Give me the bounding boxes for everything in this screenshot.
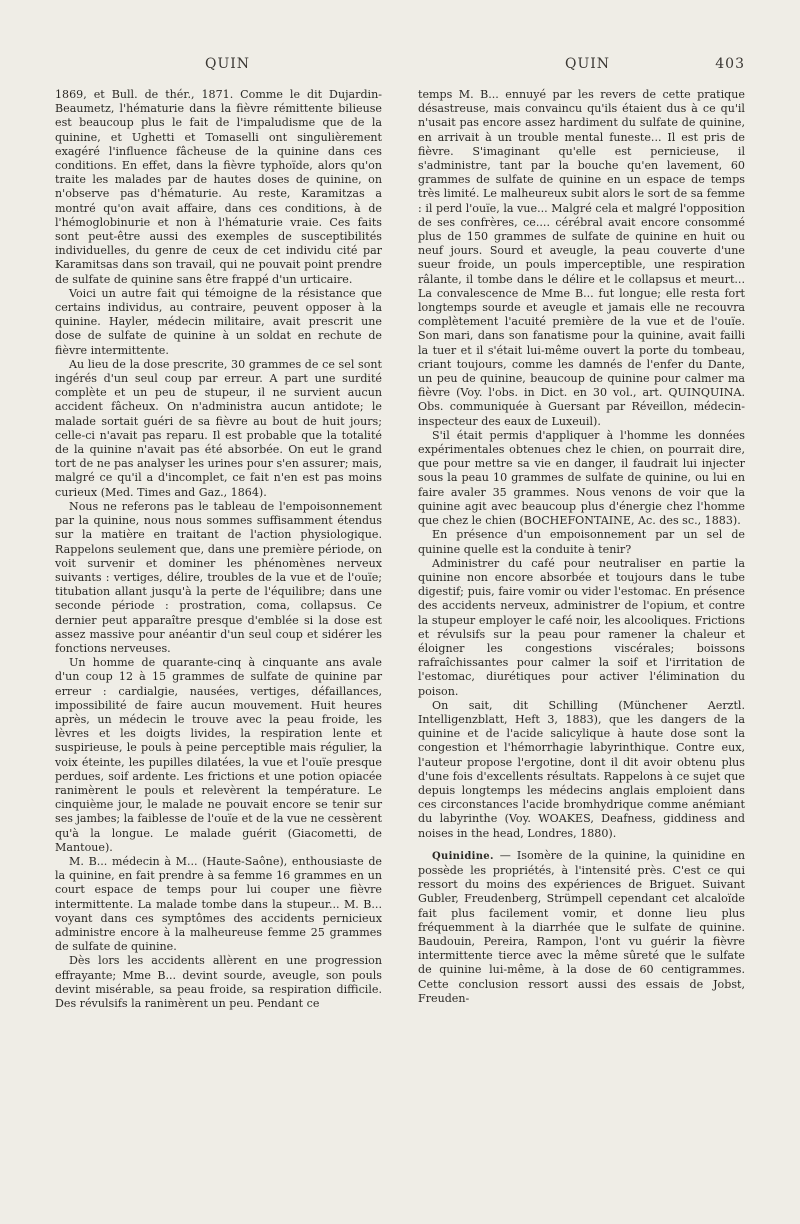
right-running-title: QUIN <box>565 56 611 72</box>
paragraph: 1869, et Bull. de thér., 1871. Comme le dit Dujardin-Beaumetz, l'hématurie dans la fièvre rémittente bilieuse est beaucoup plus le fait de l'impaludisme que de la quinine, et Ughetti et Tomaselli ont singulièrement exagéré l'influence fâcheuse de la quinine dans ces conditions. En effet, dans la fièvre typhoïde, alors qu'on traite les malades par de hautes doses de quinine, on n'observe pas d'hématurie. Au reste, Karamitzas a montré qu'on avait affaire, dans ces conditions, à de l'hémoglobinurie et non à l'hématurie vraie. Ces faits sont peut-être aussi des exemples de susceptibilités individuelles, du genre de ceux de cet individu cité par Karamitsas dans son travail, qui ne pouvait point prendre de sulfate de quinine sans être frappé d'un urticaire. <box>55 88 382 286</box>
entry-headword: Quinidine. <box>432 850 494 862</box>
left-column <box>55 88 382 1011</box>
page-number: 403 <box>715 56 745 72</box>
paragraph: En présence d'un empoisonnement par un sel de quinine quelle est la conduite à tenir? <box>418 528 745 556</box>
dictionary-entry <box>418 849 745 1006</box>
paragraph: Administrer du café pour neutraliser en partie la quinine non encore absorbée et toujours dans le tube digestif; puis, faire vomir ou vider l'estomac. En présence des accidents nerveux, administrer de l'opium, et contre la stupeur employer le café noir, les alcooliques. Frictions et révulsifs sur la peau pour ramener la chaleur et éloigner les congestions viscérales; boissons rafraîchissantes pour calmer la soif et l'irritation de l'estomac, diurétiques pour activer l'élimination du poison. <box>418 556 745 698</box>
paragraph: S'il était permis d'appliquer à l'homme les données expérimentales obtenues chez le chien, on pourrait dire, que pour mettre sa vie en danger, il faudrait lui injecter sous la peau 10 grammes de sulfate de quinine, ou lui en faire avaler 35 grammes. Nous venons de voir que la quinine agit avec beaucoup plus d'énergie chez l'homme que chez le chien (BOCHEFONTAINE, Ac. des sc., 1883). <box>418 428 745 528</box>
entry-text: — Isomère de la quinine, la quinidine en possède les propriétés, à l'intensité près. C'est ce qui ressort du moins des expériences de Briguet. Suivant Gubler, Freudenberg, Strümpell cependant cet alcaloïde fait plus facilement vomir, et donne lieu plus fréquemment à la diarrhée que le sulfate de quinine. Baudouin, Pereira, Rampon, l'ont vu guérir la fièvre intermittente tierce avec la même sûreté que le sulfate de quinine lui-même, à la dose de 60 centigrammes. Cette conclusion ressort aussi des essais de Jobst, Freuden- <box>418 848 745 1005</box>
paragraph: Dès lors les accidents allèrent en une progression effrayante; Mme B... devint sourde, aveugle, son pouls devint misérable, sa peau froide, sa respiration difficile. Des révulsifs la ranimèrent un peu. Pendant ce <box>55 954 382 1010</box>
running-header <box>55 56 745 76</box>
paragraph: M. B... médecin à M... (Haute-Saône), enthousiaste de la quinine, en fait prendre à sa femme 16 grammes en un court espace de temps pour lui couper une fièvre intermittente. La malade tombe dans la stupeur... M. B... voyant dans ces symptômes des accidents pernicieux administre encore à la malheureuse femme 25 grammes de sulfate de quinine. <box>55 854 382 954</box>
paragraph: Voici un autre fait qui témoigne de la résistance que certains individus, au contraire, peuvent opposer à la quinine. Hayler, médecin militaire, avait prescrit une dose de sulfate de quinine à un soldat en rechute de fièvre intermittente. <box>55 286 382 357</box>
left-running-title: QUIN <box>205 56 251 72</box>
paragraph: temps M. B... ennuyé par les revers de cette pratique désastreuse, mais convaincu qu'ils étaient dus à ce qu'il n'usait pas encore assez hardiment du sulfate de quinine, en arrivait à un trouble mental funeste... Il est pris de fièvre. S'imaginant qu'elle est pernicieuse, il s'administre, tant par la bouche qu'en lavement, 60 grammes de sulfate de quinine en un espace de temps très limité. Le malheureux subit alors le sort de sa femme : il perd l'ouïe, la vue... Malgré cela et malgré l'opposition de ses confrères, ce.... cérébral avait encore consommé plus de 150 grammes de sulfate de quinine en huit ou neuf jours. Sourd et aveugle, la peau couverte d'une sueur froide, un pouls imperceptible, une respiration râlante, il tombe dans le délire et le collapsus et meurt... La convalescence de Mme B... fut longue; elle resta fort longtemps sourde et aveugle et jamais elle ne recouvra complètement l'acuité première de la vue et de l'ouïe. Son mari, dans son fanatisme pour la quinine, avait failli la tuer et il s'était lui-même ouvert la porte du tombeau, criant toujours, comme les damnés de l'enfer du Dante, un peu de quinine, beaucoup de quinine pour calmer ma fièvre (Voy. l'obs. in Dict. en 30 vol., art. QUINQUINA. Obs. communiquée à Guersant par Réveillon, médecin-inspecteur des eaux de Luxeuil). <box>418 88 745 428</box>
right-column <box>418 88 745 1011</box>
paragraph: Au lieu de la dose prescrite, 30 grammes de ce sel sont ingérés d'un seul coup par erreur. A part une surdité complète et un peu de stupeur, il ne survient aucun accident fâcheux. On n'administra aucun antidote; le malade sortait guéri de sa fièvre au bout de huit jours; celle-ci n'avait pas reparu. Il est probable que la totalité de la quinine n'avait pas été absorbée. On eut le grand tort de ne pas analyser les urines pour s'en assurer; mais, malgré ce qu'il a d'incomplet, ce fait n'en est pas moins curieux (Med. Times and Gaz., 1864). <box>55 357 382 499</box>
paragraph: Nous ne referons pas le tableau de l'empoisonnement par la quinine, nous nous sommes suffisamment étendus sur la matière en traitant de l'action physiologique. Rappelons seulement que, dans une première période, on voit survenir et dominer les phénomènes nerveux suivants : vertiges, délire, troubles de la vue et de l'ouïe; titubation allant jusqu'à la perte de l'équilibre; dans une seconde période : prostration, coma, collapsus. Ce dernier peut apparaître presque d'emblée si la dose est assez massive pour anéantir d'un seul coup et sidérer les fonctions nerveuses. <box>55 499 382 655</box>
paragraph: Un homme de quarante-cinq à cinquante ans avale d'un coup 12 à 15 grammes de sulfate de quinine par erreur : cardialgie, nausées, vertiges, défaillances, impossibilité de faire aucun mouvement. Huit heures après, un médecin le trouve avec la peau froide, les lèvres et les doigts livides, la respiration lente et suspirieuse, le pouls à peine perceptible mais régulier, la voix éteinte, les pupilles dilatées, la vue et l'ouïe presque perdues, soif ardente. Les frictions et une potion opiacée ranimèrent le pouls et relevèrent la température. Le cinquième jour, le malade ne pouvait encore se tenir sur ses jambes; la faiblesse de l'ouïe et de la vue ne cessèrent qu'à la longue. Le malade guérit (Giacometti, de Mantoue). <box>55 656 382 854</box>
paragraph: On sait, dit Schilling (Münchener Aerztl. Intelligenzblatt, Heft 3, 1883), que les dangers de la quinine et de l'acide salicylique à haute dose sont la congestion et l'hémorrhagie labyrinthique. Contre eux, l'auteur propose l'ergotine, dont il dit avoir obtenu plus d'une fois d'excellents résultats. Rappelons à ce sujet que depuis longtemps les médecins anglais emploient dans ces circonstances l'acide bromhydrique comme anémiant du labyrinthe (Voy. WOAKES, Deafness, giddiness and noises in the head, Londres, 1880). <box>418 698 745 840</box>
text-columns <box>55 88 745 1011</box>
